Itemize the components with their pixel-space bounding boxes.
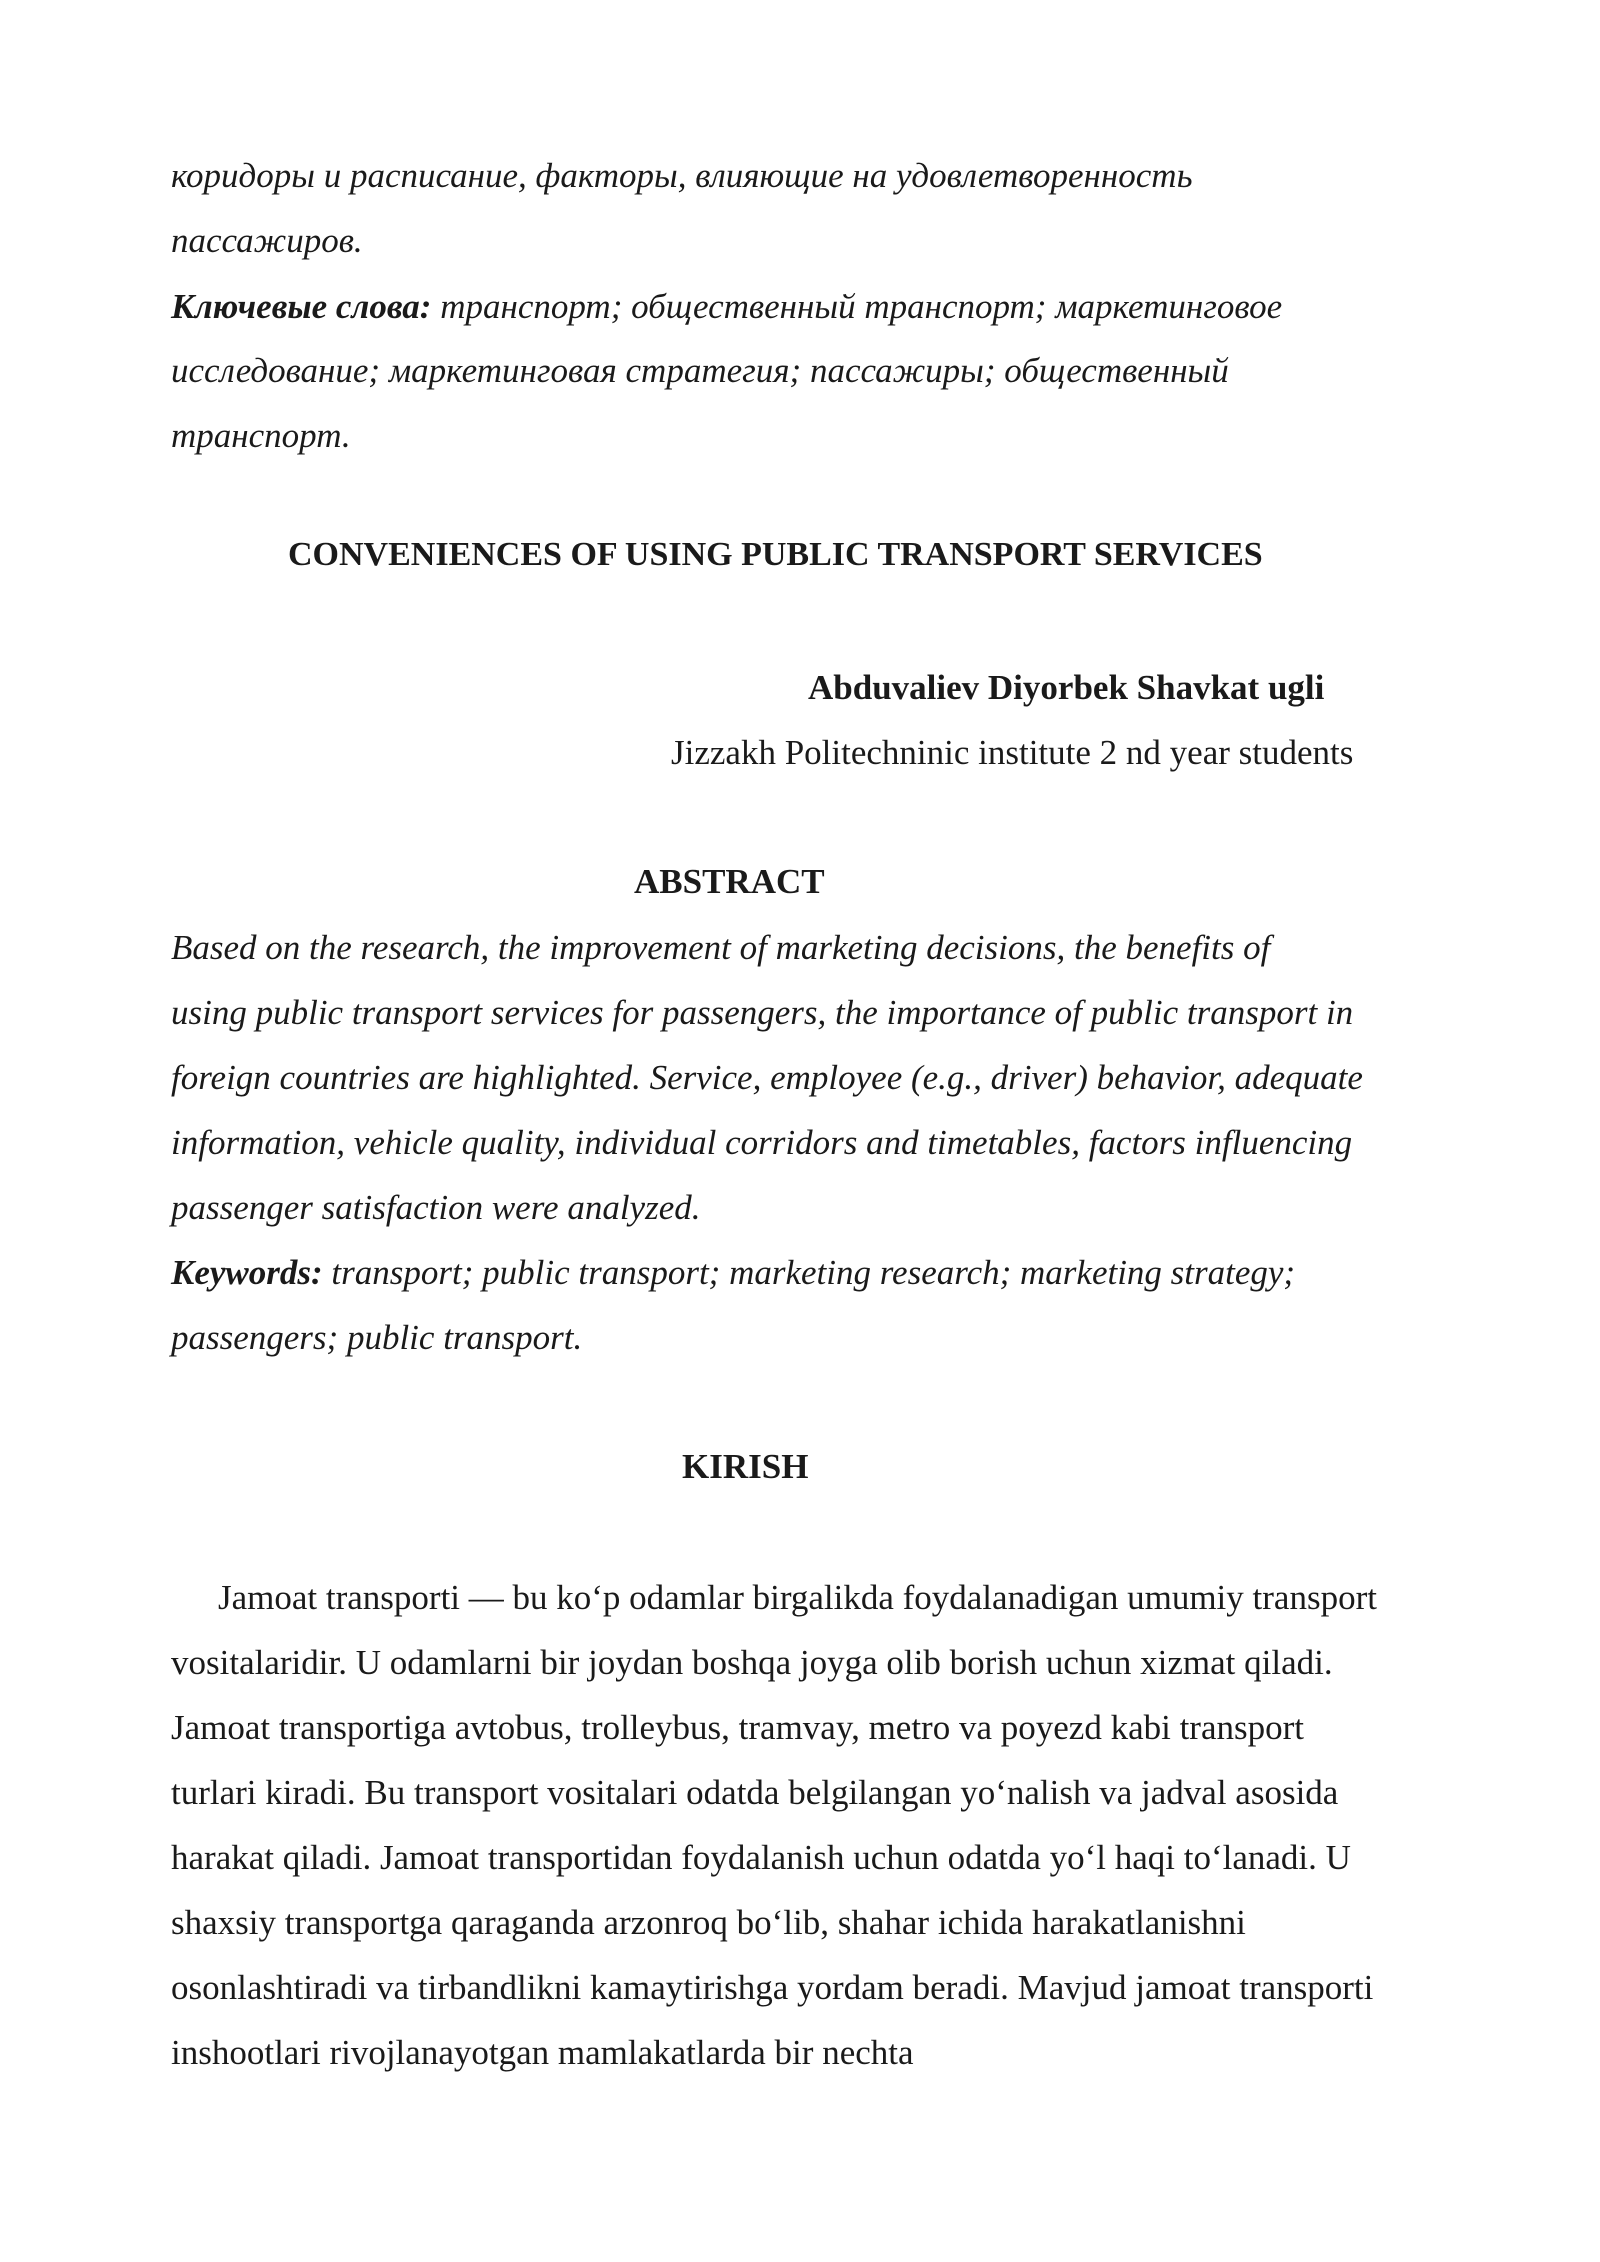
russian-keywords-line: исследование; маркетинговая стратегия; пассажиры; общественный	[171, 351, 1229, 390]
keywords-line: passengers; public transport.	[171, 1318, 583, 1357]
russian-keywords-text: транспорт; общественный транспорт; маркетинговое	[431, 287, 1283, 326]
keywords-label: Keywords:	[171, 1253, 323, 1292]
paper-title: CONVENIENCES OF USING PUBLIC TRANSPORT SERVICES	[288, 536, 1263, 573]
intro-line: Jamoat transportiga avtobus, trolleybus, tramvay, metro va poyezd kabi transport	[171, 1708, 1304, 1747]
intro-line: turlari kiradi. Bu transport vositalari odatda belgilangan yo‘nalish va jadval asosida	[171, 1773, 1339, 1812]
abstract-line: using public transport services for passengers, the importance of public transport in	[171, 993, 1354, 1032]
abstract-line: Based on the research, the improvement of marketing decisions, the benefits of	[171, 928, 1271, 967]
russian-keywords	[171, 289, 1282, 324]
intro-line: shaxsiy transportga qaraganda arzonroq bo‘lib, shahar ichida harakatlanishni	[171, 1903, 1246, 1942]
russian-abstract-line: коридоры и расписание, факторы, влияющие на удовлетворенность	[171, 156, 1193, 195]
author-name: Abduvaliev Diyorbek Shavkat ugli	[808, 668, 1325, 707]
intro-line: osonlashtiradi va tirbandlikni kamaytirishga yordam beradi. Mavjud jamoat transporti	[171, 1968, 1374, 2007]
author-affiliation: Jizzakh Politechninic institute 2 nd year students	[671, 733, 1354, 772]
keywords	[171, 1255, 1295, 1290]
russian-keywords-line: транспорт.	[171, 416, 351, 455]
abstract-line: foreign countries are highlighted. Service, employee (e.g., driver) behavior, adequate	[171, 1058, 1363, 1097]
russian-abstract-line: пассажиров.	[171, 221, 363, 260]
intro-heading: KIRISH	[682, 1447, 809, 1486]
abstract-line: passenger satisfaction were analyzed.	[171, 1188, 701, 1227]
abstract-line: information, vehicle quality, individual corridors and timetables, factors influencing	[171, 1123, 1353, 1162]
intro-line: inshootlari rivojlanayotgan mamlakatlarda bir nechta	[171, 2033, 914, 2072]
abstract-heading: ABSTRACT	[634, 862, 825, 901]
intro-line: Jamoat transporti — bu ko‘p odamlar birgalikda foydalanadigan umumiy transport	[218, 1578, 1377, 1617]
intro-line: harakat qiladi. Jamoat transportidan foydalanish uchun odatda yo‘l haqi to‘lanadi. U	[171, 1838, 1351, 1877]
russian-keywords-label: Ключевые слова:	[171, 287, 432, 326]
keywords-text: transport; public transport; marketing research; marketing strategy;	[322, 1253, 1296, 1292]
intro-line: vositalaridir. U odamlarni bir joydan boshqa joyga olib borish uchun xizmat qiladi.	[171, 1643, 1333, 1682]
